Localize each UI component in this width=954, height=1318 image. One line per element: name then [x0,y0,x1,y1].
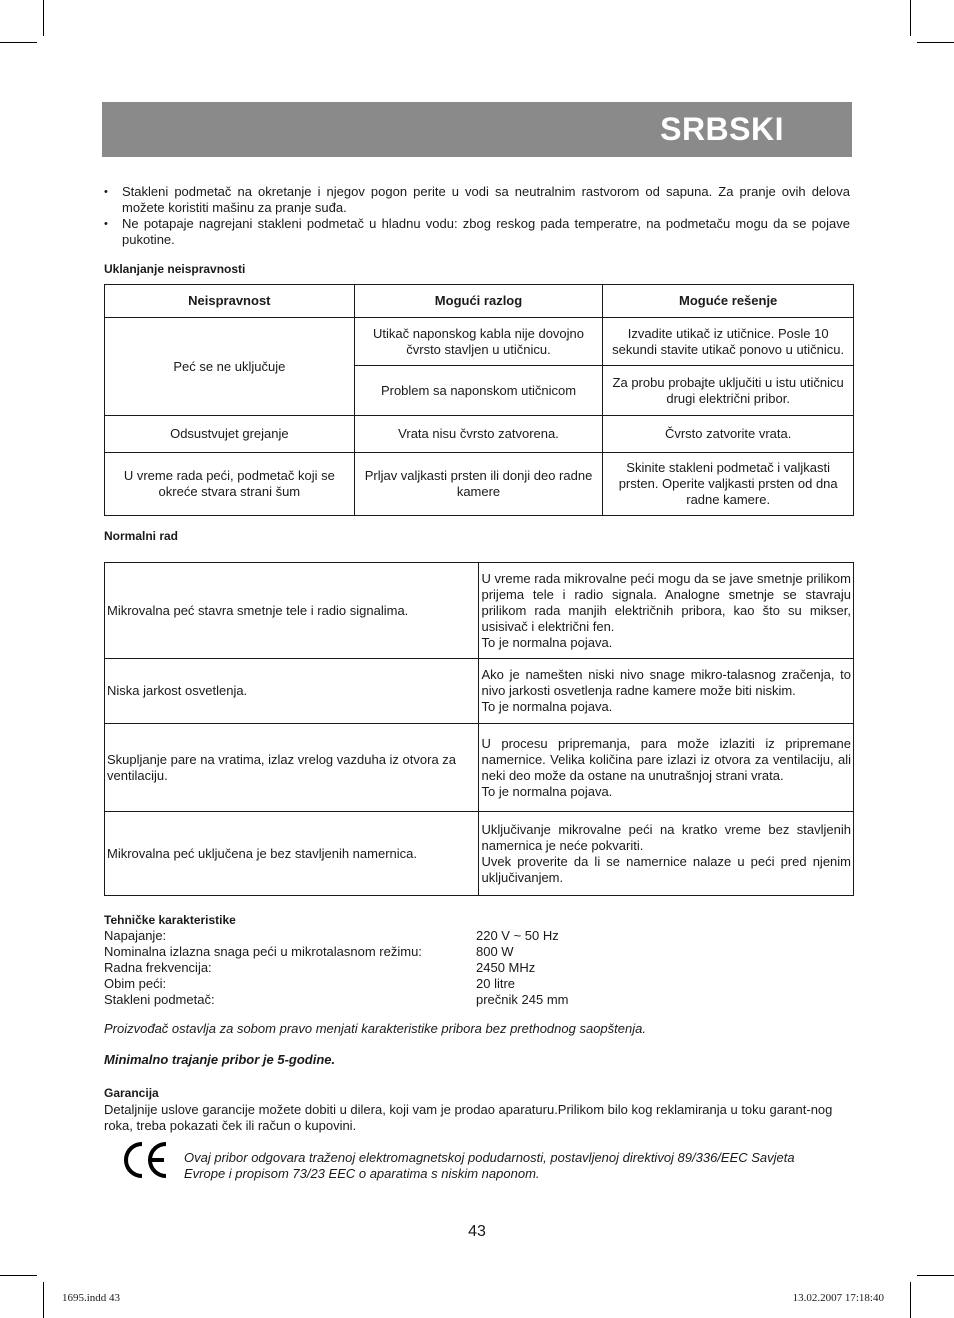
table-row [105,318,854,366]
bullet-list [104,184,850,248]
footer-file: 1695.indd 43 [62,1292,121,1304]
table-row [105,812,854,896]
table-header-row [105,285,854,318]
troubleshooting-table [104,284,854,516]
footer-timestamp: 13.02.2007 17:18:40 [792,1292,884,1304]
ce-mark-icon [120,1140,170,1180]
table-row [105,563,854,659]
spec-value: 20 litre [476,976,516,991]
spec-row [104,944,704,960]
problem-cell: Peć se ne uključuje [105,318,355,416]
troubleshooting-heading: Uklanjanje neispravnosti [104,262,246,276]
normal-heading: Normalni rad [104,529,179,543]
column-header: Moguće rešenje [603,285,854,318]
solution-cell: Izvadite utikač iz utičnice. Posle 10 sekundi stavite utikač ponovo u utičnicu. [603,318,854,366]
table-row [105,416,854,453]
lifetime-text: Minimalno trajanje pribor je 5-godine. [104,1052,336,1067]
page-title: SRBSKI [660,111,784,147]
symptom-cell: Skupljanje pare na vratima, izlaz vrelog vazduha iz otvora za ventilaciju. [105,724,479,812]
explanation-note: To je normalna pojava. [481,634,613,650]
ce-text [184,1150,795,1182]
header-bar [102,102,852,157]
notice-text: Proizvođač ostavlja za sobom pravo menjati karakteristike pribora bez prethodnog saopštenja. [104,1021,646,1036]
crop-mark [910,0,911,36]
normal-table [104,562,854,896]
explanation-text: U procesu pripremanja, para može izlaziti iz pripremane namernice. Velika količina pare izlazi iz otvora za ventilaciju, ali neki deo može da ostane na unutrašnjoj strani vrata. [481,735,851,783]
table-row [105,724,854,812]
explanation-note: To je normalna pojava. [481,699,613,714]
explanation-text: U vreme rada mikrovalne peći mogu da se jave smetnje prilikom prijema tele i radio signala. Analogne smetnje se stavraju prilikom rada manjih električnih pribora, kao što su mikser, usisivač i električni fen. [481,570,851,634]
explanation-note: Uvek proverite da li se namernice nalaze u peći pred njenim uključivanjem. [481,853,851,885]
spec-label: Radna frekvencija: [104,960,212,975]
solution-cell: Za probu probajte uključiti u istu utičnicu drugi električni pribor. [603,366,854,416]
explanation-cell [479,659,854,724]
spec-label: Nominalna izlazna snaga peći u mikrotalasnom režimu: [104,944,422,959]
specs-block [104,912,704,1008]
problem-cell: U vreme rada peći, podmetač koji se okreće stvara strani šum [105,453,355,516]
cause-cell: Utikač naponskog kabla nije dovojno čvrsto stavljen u utičnicu. [354,318,603,366]
solution-cell: Skinite stakleni podmetač i valjkasti prsten. Operite valjkasti prsten od dna radne kamere. [603,453,854,516]
spec-row [104,928,704,944]
bullet-item: • Stakleni podmetač na okretanje i njegov pogon perite u vodi sa neutralnim rastvorom od sapuna. Za pranje ovih delova možete koristiti mašinu za pranje suđa. [104,184,850,216]
explanation-cell [479,563,854,659]
solution-cell: Čvrsto zatvorite vrata. [603,416,854,453]
cause-cell: Vrata nisu čvrsto zatvorena. [354,416,603,453]
symptom-cell: Mikrovalna peć stavra smetnje tele i radio signalima. [105,563,479,659]
explanation-cell [479,812,854,896]
crop-mark [910,1282,911,1318]
problem-cell: Odsustvujet grejanje [105,416,355,453]
crop-mark [43,0,44,36]
crop-mark [917,1275,954,1276]
spec-value: prečnik 245 mm [476,992,569,1007]
page-number: 43 [468,1223,486,1240]
crop-mark [0,42,37,43]
warranty-text: Detaljnije uslove garancije možete dobiti u dilera, koji vam je prodao aparaturu.Prilikom bilo kog reklamiranja u toku garant-nog roka, treba pokazati ček ili račun o kupovini. [104,1102,833,1133]
column-header: Mogući razlog [354,285,603,318]
spec-label: Obim peći: [104,976,167,991]
spec-value: 220 V ~ 50 Hz [476,928,559,943]
symptom-cell: Mikrovalna peć uključena je bez stavljenih namernica. [105,812,479,896]
spec-label: Stakleni podmetač: [104,992,215,1007]
specs-heading: Tehničke karakteristike [104,913,236,927]
table-row [105,453,854,516]
spec-value: 2450 MHz [476,960,536,975]
crop-mark [0,1275,37,1276]
spec-row [104,960,704,976]
column-header: Neispravnost [105,285,355,318]
ce-line: Evrope i propisom 73/23 EEC o aparatima s niskim naponom. [184,1166,540,1181]
spec-value: 800 W [476,944,514,959]
table-row [105,659,854,724]
explanation-text: Uključivanje mikrovalne peći na kratko vreme bez stavljenih namernica je neće pokvariti. [481,821,851,853]
spec-label: Napajanje: [104,928,167,943]
explanation-cell [479,724,854,812]
spec-row [104,992,704,1008]
crop-mark [43,1282,44,1318]
cause-cell: Prljav valjkasti prsten ili donji deo radne kamere [354,453,603,516]
ce-line: Ovaj pribor odgovara traženoj elektromagnetskoj podudarnosti, postavljenoj direktivoj 89/336/EEC Savjeta [184,1150,795,1165]
explanation-note: To je normalna pojava. [481,783,613,799]
bullet-item: • Ne potapaje nagrejani stakleni podmetač u hladnu vodu: zbog reskog pada temperatre, na podmetaču mogu da se pojave pukotine. [104,216,850,248]
warranty-heading: Garancija [104,1086,159,1100]
crop-mark [917,42,954,43]
spec-row [104,976,704,992]
explanation-text: Ako je namešten niski nivo snage mikro-talasnog zračenja, to nivo jarkosti osvetlenja radne kamere može biti niskim. [481,667,851,698]
cause-cell: Problem sa naponskom utičnicom [354,366,603,416]
symptom-cell: Niska jarkost osvetlenja. [105,659,479,724]
